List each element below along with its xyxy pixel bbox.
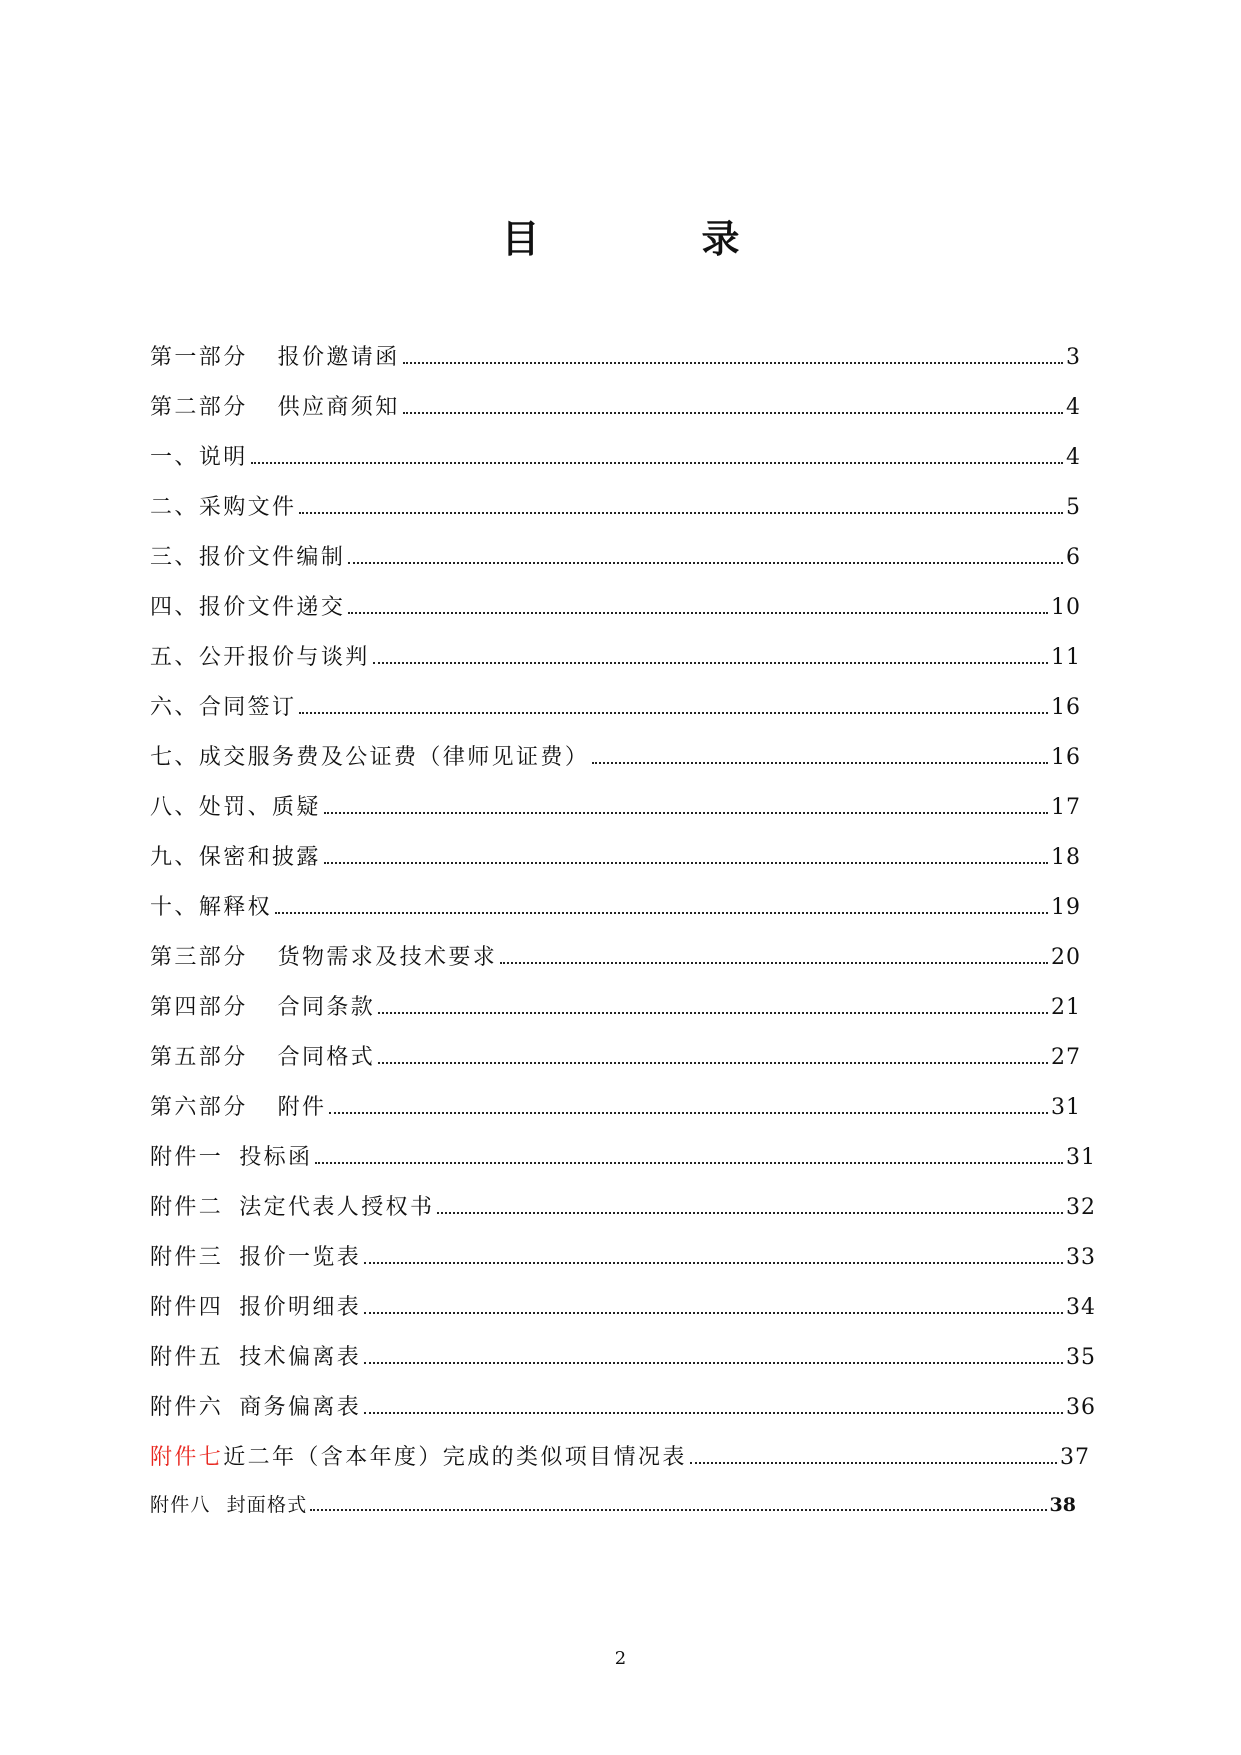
- toc-entry-label: [150, 890, 272, 921]
- toc-entry-page: 6: [1066, 545, 1081, 570]
- toc-entry-title: 货物需求及技术要求: [277, 945, 498, 970]
- toc-leader-dots: [310, 1509, 1046, 1511]
- toc-entry-page: 31: [1051, 1095, 1081, 1120]
- toc-entry-title: 公开报价与谈判: [198, 645, 370, 670]
- toc-entry-page: 31: [1066, 1145, 1096, 1170]
- toc-entry-title: 附件: [277, 1095, 327, 1120]
- toc-entry[interactable]: [150, 740, 1081, 790]
- toc-entry-label: [150, 740, 589, 771]
- toc-entry-label: [150, 590, 345, 621]
- toc-entry-title: 处罚、质疑: [198, 795, 321, 820]
- toc-entry[interactable]: [150, 1490, 1076, 1540]
- page-number: 2: [614, 1648, 627, 1669]
- toc-entry[interactable]: [150, 1440, 1090, 1490]
- toc-entry-title: 成交服务费及公证费（律师见证费）: [198, 745, 590, 770]
- toc-entry-page: 18: [1051, 845, 1081, 870]
- toc-leader-dots: [403, 362, 1063, 364]
- toc-leader-dots: [373, 662, 1048, 664]
- toc-entry-number: 第一部分: [150, 345, 248, 370]
- toc-entry-title: 报价文件递交: [198, 595, 346, 620]
- toc-entry-number: 十、: [150, 895, 199, 920]
- toc-entry-label: [150, 640, 370, 671]
- toc-entry-label: [150, 540, 345, 571]
- toc-entry-number: 第五部分: [150, 1045, 248, 1070]
- toc-entry-number: 第三部分: [150, 945, 248, 970]
- toc-leader-dots: [437, 1212, 1063, 1214]
- toc-entry-page: 16: [1051, 695, 1081, 720]
- toc-entry[interactable]: [150, 340, 1081, 390]
- toc-leader-dots: [315, 1162, 1063, 1164]
- toc-entry-label: [150, 1140, 312, 1171]
- toc-entry-title: 合同条款: [277, 995, 376, 1020]
- toc-entry-label: [150, 690, 296, 721]
- toc-entry-label: [150, 390, 400, 421]
- toc-entry-page: 4: [1066, 395, 1081, 420]
- table-of-contents: [150, 340, 1096, 1540]
- toc-leader-dots: [324, 812, 1048, 814]
- toc-entry[interactable]: [150, 540, 1081, 590]
- toc-entry[interactable]: [150, 1340, 1096, 1390]
- toc-entry-label: [150, 990, 375, 1021]
- toc-entry-title: 报价邀请函: [277, 345, 400, 370]
- toc-entry[interactable]: [150, 640, 1081, 690]
- toc-entry-number: 二、: [150, 495, 199, 520]
- toc-entry[interactable]: [150, 1240, 1096, 1290]
- toc-entry-title: 采购文件: [198, 495, 297, 520]
- toc-entry-label: [150, 1290, 361, 1321]
- toc-entry[interactable]: [150, 490, 1081, 540]
- toc-entry-title: 保密和披露: [198, 845, 321, 870]
- toc-entry[interactable]: [150, 590, 1081, 640]
- toc-entry[interactable]: [150, 890, 1081, 940]
- toc-entry-title: 合同格式: [277, 1045, 376, 1070]
- toc-entry-number: 四、: [150, 595, 199, 620]
- toc-entry-page: 20: [1051, 945, 1081, 970]
- toc-entry-number: 附件八: [150, 1494, 211, 1516]
- toc-entry-label: [150, 340, 400, 371]
- toc-entry-label: [150, 1490, 307, 1517]
- toc-entry-page: 16: [1051, 745, 1081, 770]
- toc-leader-dots: [378, 1012, 1048, 1014]
- toc-entry[interactable]: [150, 940, 1081, 990]
- toc-entry-page: 19: [1051, 895, 1081, 920]
- toc-entry-title: 报价明细表: [239, 1295, 362, 1320]
- toc-leader-dots: [364, 1312, 1063, 1314]
- toc-entry-label: [150, 1390, 361, 1421]
- toc-entry-label: [150, 1190, 434, 1221]
- toc-entry-title: 说明: [198, 445, 248, 470]
- toc-entry-page: 33: [1066, 1245, 1096, 1270]
- toc-entry-title: 商务偏离表: [239, 1395, 362, 1420]
- toc-title: 目 录: [501, 217, 802, 261]
- toc-entry-page: 37: [1060, 1445, 1090, 1470]
- toc-leader-dots: [348, 612, 1048, 614]
- toc-entry-page: 32: [1066, 1195, 1096, 1220]
- toc-entry-title: 近二年（含本年度）完成的类似项目情况表: [223, 1445, 687, 1470]
- toc-leader-dots: [690, 1462, 1057, 1464]
- toc-entry-number: 第六部分: [150, 1095, 248, 1120]
- toc-entry-title: 投标函: [239, 1145, 313, 1170]
- toc-leader-dots: [329, 1112, 1048, 1114]
- toc-entry-page: 21: [1051, 995, 1081, 1020]
- toc-entry-title: 合同签订: [198, 695, 297, 720]
- toc-leader-dots: [251, 462, 1063, 464]
- toc-entry-page: 38: [1049, 1494, 1076, 1516]
- toc-leader-dots: [299, 512, 1063, 514]
- toc-entry-label: [150, 840, 321, 871]
- toc-entry[interactable]: [150, 440, 1081, 490]
- toc-entry-number: 七、: [150, 745, 199, 770]
- toc-entry-page: 3: [1066, 345, 1081, 370]
- toc-leader-dots: [500, 962, 1048, 964]
- toc-entry-title: 供应商须知: [277, 395, 400, 420]
- toc-entry[interactable]: [150, 1040, 1081, 1090]
- toc-entry-title: 解释权: [198, 895, 273, 920]
- toc-entry[interactable]: [150, 1290, 1096, 1340]
- toc-entry-number: 五、: [150, 645, 199, 670]
- toc-entry[interactable]: [150, 1390, 1096, 1440]
- toc-entry-title: 法定代表人授权书: [239, 1195, 435, 1220]
- toc-entry[interactable]: [150, 1190, 1096, 1240]
- toc-leader-dots: [299, 712, 1048, 714]
- toc-entry-page: 10: [1051, 595, 1081, 620]
- toc-entry-number: 一、: [150, 445, 199, 470]
- toc-entry[interactable]: [150, 390, 1081, 440]
- toc-entry-title: 报价一览表: [239, 1245, 362, 1270]
- toc-entry-number: 三、: [150, 545, 199, 570]
- toc-entry-page: 27: [1051, 1045, 1081, 1070]
- toc-entry[interactable]: [150, 690, 1081, 740]
- toc-entry-number: 附件二: [150, 1195, 224, 1220]
- toc-entry-page: 5: [1066, 495, 1081, 520]
- toc-leader-dots: [324, 862, 1048, 864]
- toc-entry-title: 报价文件编制: [198, 545, 346, 570]
- toc-leader-dots: [364, 1262, 1063, 1264]
- toc-entry-page: 36: [1066, 1395, 1096, 1420]
- toc-entry[interactable]: [150, 1140, 1096, 1190]
- toc-entry-number: 附件七: [150, 1445, 224, 1470]
- toc-entry-number: 附件六: [150, 1395, 224, 1420]
- toc-entry-label: [150, 790, 321, 821]
- toc-entry-label: [150, 490, 296, 521]
- toc-leader-dots: [403, 412, 1063, 414]
- toc-entry-page: 4: [1066, 445, 1081, 470]
- toc-entry-page: 17: [1051, 795, 1081, 820]
- toc-entry-label: [150, 440, 248, 471]
- toc-entry-page: 35: [1066, 1345, 1096, 1370]
- toc-leader-dots: [348, 562, 1063, 564]
- toc-leader-dots: [364, 1362, 1063, 1364]
- toc-entry-number: 附件三: [150, 1245, 224, 1270]
- toc-entry-label: [150, 1240, 361, 1271]
- toc-entry-title: 技术偏离表: [239, 1345, 362, 1370]
- toc-entry-label: [150, 1090, 326, 1121]
- toc-entry-label: [150, 1340, 361, 1371]
- toc-entry-number: 附件四: [150, 1295, 224, 1320]
- toc-entry-label: [150, 1040, 375, 1071]
- toc-entry[interactable]: [150, 840, 1081, 890]
- toc-entry[interactable]: [150, 1090, 1081, 1140]
- toc-entry[interactable]: [150, 790, 1081, 840]
- toc-entry-number: 附件五: [150, 1345, 224, 1370]
- toc-leader-dots: [378, 1062, 1048, 1064]
- toc-entry[interactable]: [150, 990, 1081, 1040]
- toc-entry-number: 六、: [150, 695, 199, 720]
- toc-entry-page: 11: [1051, 645, 1081, 670]
- toc-entry-label: [150, 940, 497, 971]
- toc-entry-label: [150, 1440, 687, 1471]
- toc-leader-dots: [592, 762, 1048, 764]
- toc-entry-number: 九、: [150, 845, 199, 870]
- toc-leader-dots: [275, 912, 1048, 914]
- toc-entry-number: 第二部分: [150, 395, 248, 420]
- toc-entry-title: 封面格式: [226, 1494, 308, 1516]
- toc-entry-number: 八、: [150, 795, 199, 820]
- toc-entry-page: 34: [1066, 1295, 1096, 1320]
- toc-entry-number: 第四部分: [150, 995, 248, 1020]
- toc-leader-dots: [364, 1412, 1063, 1414]
- toc-entry-number: 附件一: [150, 1145, 224, 1170]
